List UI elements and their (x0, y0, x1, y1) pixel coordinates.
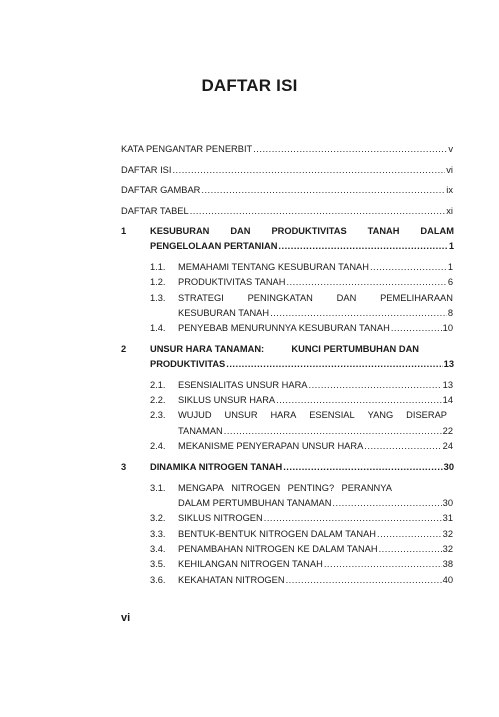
toc-entry-section[interactable] (178, 394, 453, 406)
toc-entry-page: 24 (442, 441, 453, 451)
section-title-word: YANG (367, 410, 394, 420)
section-title: KEKAHATAN NITROGEN (178, 575, 285, 585)
section-number: 3.4. (150, 544, 166, 554)
chapter-title-word: KESUBURAN (150, 226, 210, 236)
toc-entry-page: 32 (442, 544, 453, 554)
section-number: 1.4. (150, 323, 166, 333)
chapter-title-word: DAN (230, 226, 251, 236)
toc-leader-dots (309, 379, 442, 391)
section-number: 2.3. (150, 410, 166, 420)
toc-leader-dots (224, 425, 442, 437)
toc-entry-chapter-2[interactable] (150, 358, 454, 370)
section-title-line1[interactable] (178, 409, 447, 421)
toc-entry-daftar-gambar[interactable] (121, 184, 453, 196)
section-title: MEMAHAMI TENTANG KESUBURAN TANAH (178, 262, 369, 272)
toc-entry-page: 31 (442, 513, 453, 523)
toc-leader-dots (264, 512, 442, 524)
section-number: 3.5. (150, 559, 166, 569)
section-title-word: UNSUR (224, 410, 258, 420)
chapter-title-word: TANAH (367, 226, 400, 236)
section-title-word: PENINGKATAN (247, 293, 313, 303)
page-number-footer: vi (121, 612, 131, 624)
toc-entry-section[interactable] (178, 307, 453, 319)
chapter-number: 2 (121, 344, 127, 354)
toc-entry-page: vi (446, 165, 453, 175)
toc-entry-page: 32 (442, 529, 453, 539)
toc-entry-page: 1 (447, 262, 453, 272)
toc-leader-dots (283, 461, 442, 473)
section-title-word: MENGAPA (178, 483, 224, 493)
section-title-line1[interactable] (178, 482, 392, 494)
section-number: 3.3. (150, 529, 166, 539)
section-number: 1.3. (150, 293, 166, 303)
toc-leader-dots (377, 528, 442, 540)
section-number: 1.2. (150, 277, 166, 287)
toc-leader-dots (324, 558, 442, 570)
toc-leader-dots (379, 543, 442, 555)
toc-entry-label: KATA PENGANTAR PENERBIT (121, 144, 253, 154)
chapter-title-line2: PRODUKTIVITAS (150, 359, 226, 369)
chapter-title-line1[interactable] (150, 343, 419, 355)
section-title: PENYEBAB MENURUNNYA KESUBURAN TANAH (178, 323, 390, 333)
section-number: 3.1. (150, 483, 166, 493)
section-title-word: HARA (270, 410, 297, 420)
section-title-line2: TANAMAN (178, 426, 223, 436)
toc-entry-page: 30 (442, 498, 453, 508)
toc-entry-page: 22 (442, 426, 453, 436)
toc-entry-section[interactable] (178, 497, 453, 509)
section-number: 2.1. (150, 380, 166, 390)
section-title: PENAMBAHAN NITROGEN KE DALAM TANAH (178, 544, 378, 554)
toc-leader-dots (190, 205, 446, 217)
section-number: 2.2. (150, 395, 166, 405)
toc-leader-dots (172, 164, 445, 176)
toc-entry-section[interactable] (178, 543, 453, 555)
toc-entry-daftar-tabel[interactable] (121, 205, 453, 217)
section-title: MEKANISME PENYERAPAN UNSUR HARA (178, 441, 364, 451)
section-title-word: PERANNYA (341, 483, 392, 493)
section-title-word: PEMELIHARAAN (380, 293, 453, 303)
section-title-word: WUJUD (178, 410, 212, 420)
toc-leader-dots (391, 322, 442, 334)
toc-entry-label: DAFTAR ISI (121, 165, 172, 175)
toc-entry-page: 13 (443, 359, 454, 369)
chapter-title: DINAMIKA NITROGEN TANAH (150, 462, 283, 472)
section-title-line1[interactable] (178, 292, 453, 304)
chapter-title-line2: PENGELOLAAN PERTANIAN (150, 241, 278, 251)
toc-entry-page: 1 (448, 241, 454, 251)
toc-entry-section[interactable] (178, 379, 453, 391)
section-title: BENTUK-BENTUK NITROGEN DALAM TANAH (178, 529, 377, 539)
toc-leader-dots (332, 497, 441, 509)
toc-entry-section[interactable] (178, 425, 453, 437)
section-title-word: STRATEGI (178, 293, 224, 303)
page-title: DAFTAR ISI (201, 76, 298, 95)
section-title: ESENSIALITAS UNSUR HARA (178, 380, 308, 390)
toc-leader-dots (286, 276, 446, 288)
section-title-word: DISERAP (406, 410, 447, 420)
toc-entry-page: 8 (447, 308, 453, 318)
toc-entry-page: v (448, 144, 453, 154)
toc-entry-page: ix (446, 185, 453, 195)
toc-entry-chapter-3[interactable] (150, 461, 454, 473)
toc-entry-page: 40 (442, 575, 453, 585)
toc-leader-dots (276, 394, 442, 406)
toc-leader-dots (278, 240, 447, 252)
toc-entry-kata-pengantar[interactable] (121, 143, 453, 155)
toc-entry-page: 14 (442, 395, 453, 405)
toc-entry-section[interactable] (178, 261, 453, 273)
toc-entry-section[interactable] (178, 440, 453, 452)
chapter-title-word: UNSUR HARA TANAMAN: (150, 344, 265, 354)
section-number: 3.6. (150, 575, 166, 585)
chapter-title-word: PRODUKTIVITAS (271, 226, 347, 236)
section-number: 3.2. (150, 513, 166, 523)
toc-entry-section[interactable] (178, 528, 453, 540)
toc-entry-section[interactable] (178, 322, 453, 334)
toc-entry-label: DAFTAR TABEL (121, 206, 189, 216)
toc-entry-page: 6 (447, 277, 453, 287)
toc-entry-section[interactable] (178, 512, 453, 524)
section-title-word: PENTING? (287, 483, 335, 493)
section-title-word: DAN (336, 293, 357, 303)
toc-entry-chapter-1[interactable] (150, 240, 454, 252)
section-title-word: NITROGEN (231, 483, 281, 493)
chapter-title-word: DALAM (420, 226, 454, 236)
section-title: PRODUKTIVITAS TANAH (178, 277, 286, 287)
toc-entry-page: xi (446, 206, 453, 216)
section-title-line2: KESUBURAN TANAH (178, 308, 270, 318)
toc-entry-section[interactable] (178, 276, 453, 288)
toc-leader-dots (270, 307, 447, 319)
toc-entry-label: DAFTAR GAMBAR (121, 185, 201, 195)
toc-entry-page: 38 (442, 559, 453, 569)
toc-leader-dots (370, 261, 447, 273)
toc-leader-dots (253, 143, 447, 155)
toc-leader-dots (201, 184, 445, 196)
section-title: SIKLUS NITROGEN (178, 513, 263, 523)
toc-leader-dots (226, 358, 442, 370)
section-title-word: ESENSIAL (309, 410, 355, 420)
toc-entry-daftar-isi[interactable] (121, 164, 453, 176)
section-title: KEHILANGAN NITROGEN TANAH (178, 559, 323, 569)
toc-entry-page: 10 (442, 323, 453, 333)
section-title: SIKLUS UNSUR HARA (178, 395, 276, 405)
chapter-title-line1[interactable] (150, 225, 454, 237)
section-number: 2.4. (150, 441, 166, 451)
toc-leader-dots (286, 574, 442, 586)
toc-entry-page: 30 (443, 462, 454, 472)
toc-entry-section[interactable] (178, 574, 453, 586)
chapter-number: 3 (121, 462, 127, 472)
section-number: 1.1. (150, 262, 166, 272)
toc-entry-page: 13 (442, 380, 453, 390)
section-title-line2: DALAM PERTUMBUHAN TANAMAN (178, 498, 332, 508)
toc-leader-dots (364, 440, 441, 452)
chapter-number: 1 (121, 226, 127, 236)
toc-entry-section[interactable] (178, 558, 453, 570)
chapter-title-word: KUNCI PERTUMBUHAN DAN (291, 344, 419, 354)
